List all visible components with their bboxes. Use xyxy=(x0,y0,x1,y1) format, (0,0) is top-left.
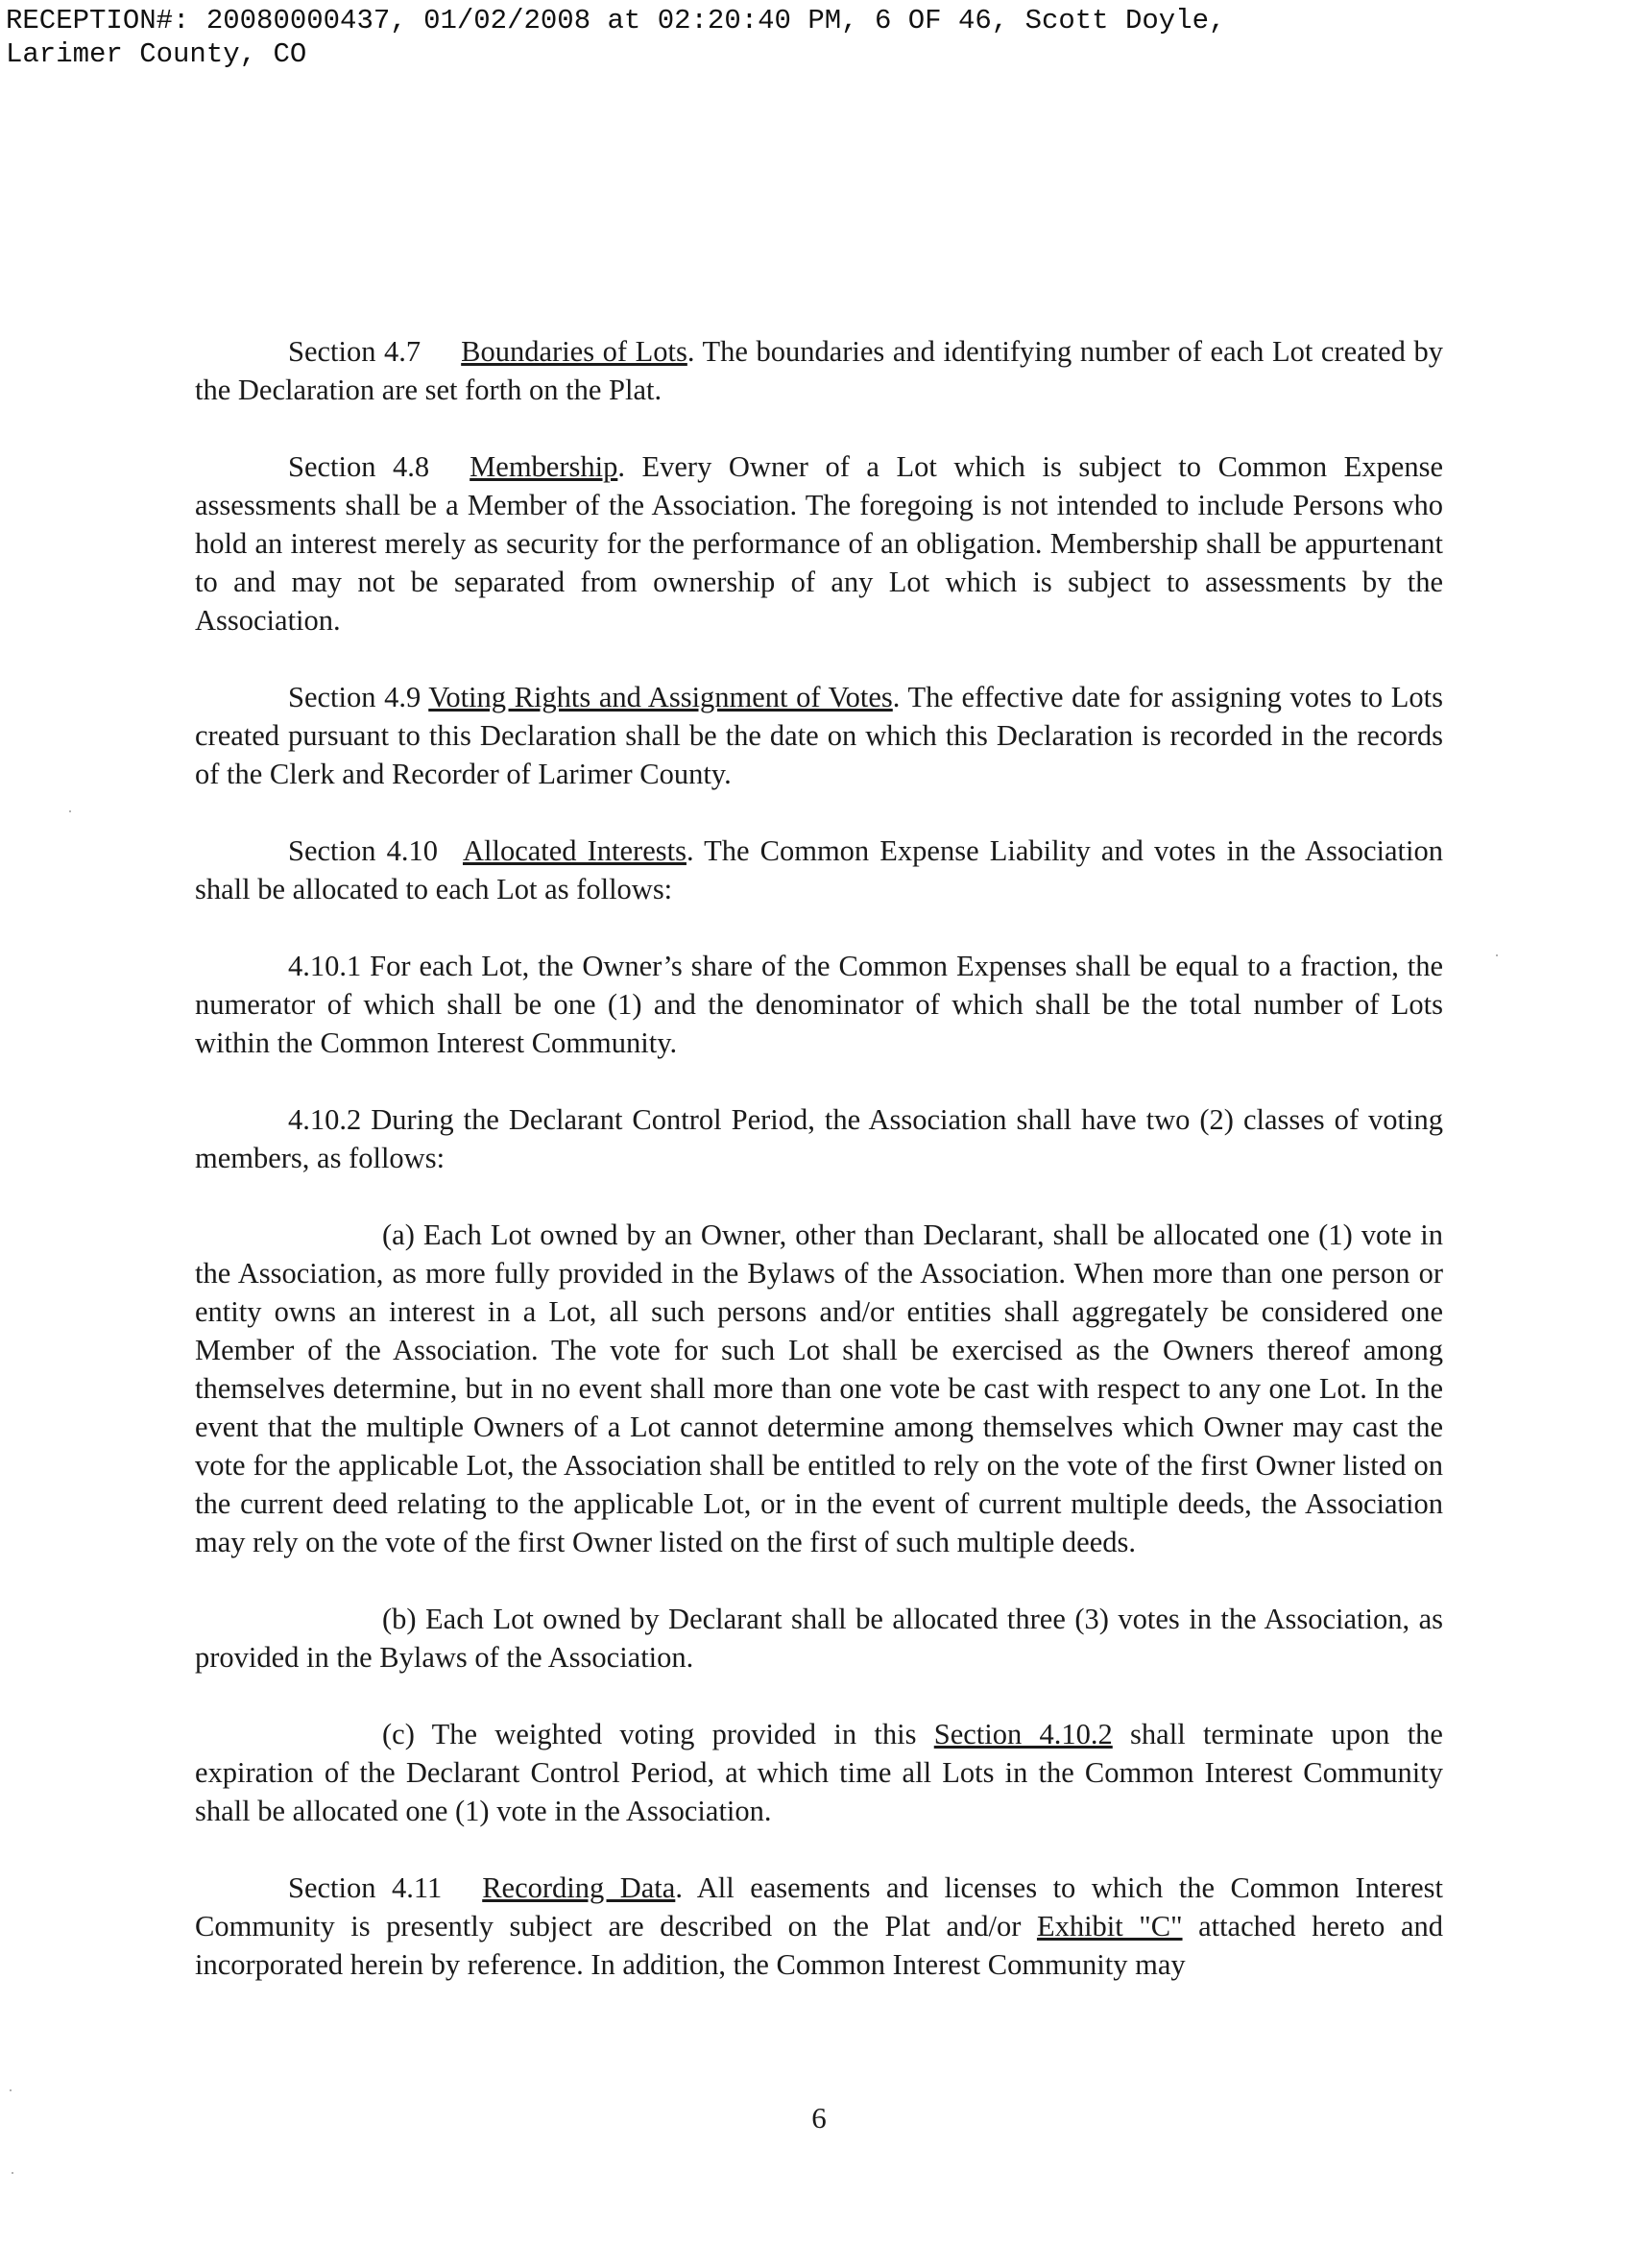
section-4-11-pre: . All easements and licenses to which the Common Interest Community is presently subject are described on the Plat and/or xyxy=(195,1871,1444,1942)
clause-c-ref: Section 4.10.2 xyxy=(933,1718,1113,1750)
section-4-8-text: . Every Owner of a Lot which is subject to Common Expense assessments shall be a Member of the Association. The foregoing is not intended to include Persons who hold an interest merely as security for the performance of an obligation. Membership shall be appurtenant to and may not be separated from ownership of any Lot which is subject to assessments by the Association. xyxy=(195,450,1443,637)
clause-a: (a) Each Lot owned by an Owner, other than Declarant, shall be allocated one (1) vote in the Association, as more fully provided in the Bylaws of the Association. When more than one person or entity owns an interest in a Lot, all such persons and/or entities shall aggregately be considered one Member of the Association. The vote for such Lot shall be exercised as the Owners thereof among themselves determine, but in no event shall more than one vote be cast with respect to any one Lot. In the event that the multiple Owners of a Lot cannot determine among themselves which Owner may cast the vote for the applicable Lot, the Association shall be entitled to rely on the vote of the first Owner listed on the current deed relating to the applicable Lot, or in the event of current multiple deeds, the Association may rely on the vote of the first Owner listed on the first of such multiple deeds. xyxy=(195,1218,1443,1558)
section-4-10-2: 4.10.2 During the Declarant Control Period, the Association shall have two (2) classes of voting members, as follows: xyxy=(195,1103,1443,1174)
clause-c-pre: (c) The weighted voting provided in this xyxy=(382,1718,934,1750)
scan-speck xyxy=(12,2172,13,2174)
document-body xyxy=(195,332,1443,1984)
section-4-10-1: 4.10.1 For each Lot, the Owner’s share of the Common Expenses shall be equal to a fraction, the numerator of which shall be one (1) and the denominator of which shall be the total number of Lots within the Common Interest Community. xyxy=(195,950,1443,1059)
section-4-11-label: Section 4.11 xyxy=(288,1871,443,1904)
section-4-11-post: attached hereto and incorporated herein by reference. In addition, the Common Interest Community may xyxy=(195,1910,1444,1981)
section-4-9-label: Section 4.9 xyxy=(288,681,429,713)
section-4-7-title: Boundaries of Lots xyxy=(461,335,687,368)
section-4-10-text: . The Common Expense Liability and votes in the Association shall be allocated to each Lot as follows: xyxy=(195,834,1443,905)
section-4-9-title: Voting Rights and Assignment of Votes xyxy=(428,681,893,713)
section-4-10-title: Allocated Interests xyxy=(462,834,687,867)
recording-stamp-header xyxy=(6,4,1225,71)
section-4-8-label: Section 4.8 xyxy=(288,450,430,483)
section-4-9-text: . The effective date for assigning votes to Lots created pursuant to this Declaration shall be the date on which this Declaration is recorded in the records of the Clerk and Recorder of Larimer County. xyxy=(195,681,1443,790)
page-number: 6 xyxy=(811,2101,827,2135)
recording-stamp-line-1: RECEPTION#: 20080000437, 01/02/2008 at 02:20:40 PM, 6 OF 46, Scott Doyle, xyxy=(6,5,1226,36)
section-4-11 xyxy=(195,1869,1443,1984)
scan-speck xyxy=(1496,954,1498,956)
clause-c-post: shall terminate upon the expiration of the Declarant Control Period, at which time all Lots in the Common Interest Community shall be allocated one (1) vote in the Association. xyxy=(195,1718,1443,1827)
scan-speck xyxy=(10,2089,12,2091)
scan-speck xyxy=(69,810,71,812)
clause-c xyxy=(195,1715,1443,1830)
section-4-7-label: Section 4.7 xyxy=(288,335,422,368)
section-4-11-title: Recording Data xyxy=(482,1871,676,1904)
section-4-7 xyxy=(195,332,1443,409)
section-4-10-label: Section 4.10 xyxy=(288,834,438,867)
exhibit-c-ref: Exhibit "C" xyxy=(1036,1910,1183,1942)
section-4-10 xyxy=(195,832,1443,908)
recording-stamp-line-2: Larimer County, CO xyxy=(6,38,307,70)
section-4-9 xyxy=(195,678,1443,793)
section-4-7-text: . The boundaries and identifying number of each Lot created by the Declaration are set forth on the Plat. xyxy=(195,335,1443,406)
section-4-8-title: Membership xyxy=(470,450,618,483)
section-4-8 xyxy=(195,447,1443,639)
clause-b: (b) Each Lot owned by Declarant shall be allocated three (3) votes in the Association, as provided in the Bylaws of the Association. xyxy=(195,1603,1443,1674)
